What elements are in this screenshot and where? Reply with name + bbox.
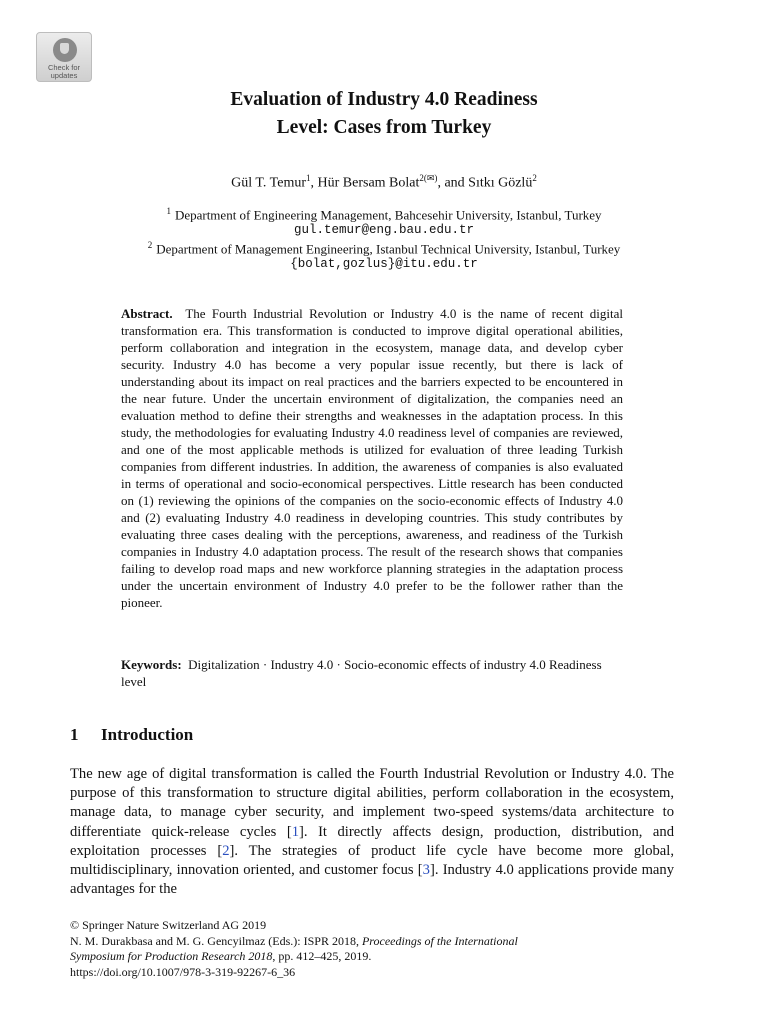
pages: , pp. 412–425, 2019.: [272, 949, 372, 963]
author-3-affil: 2: [532, 173, 537, 183]
title-line-2: Level: Cases from Turkey: [276, 117, 492, 138]
citation-link-2[interactable]: 2: [222, 842, 230, 859]
author-3: Sıtkı Gözlü: [468, 175, 533, 191]
intro-text-3: ]. The strategies of product life cycle have become more global, multidisciplinary, innovation oriented, and customer focus [: [70, 842, 674, 879]
affiliation-2: [0, 240, 768, 257]
footer: [70, 918, 518, 980]
affiliation-2-text: Department of Management Engineering, Istanbul Technical University, Istanbul, Turkey: [156, 241, 621, 257]
citation-link-3[interactable]: 3: [422, 862, 430, 879]
author-list: [0, 173, 768, 192]
proceedings-title-1: Proceedings of the International: [361, 933, 518, 948]
badge-line2: updates: [50, 71, 78, 80]
proceedings-title-2: Symposium for Production Research 2018: [70, 949, 273, 963]
keywords-label: Keywords:: [121, 657, 182, 672]
author-1-affil: 1: [306, 173, 311, 183]
intro-text-2: ]. It directly affects design, production, distribution, and exploitation processes [: [70, 823, 674, 859]
section-number: 1: [70, 725, 79, 744]
affiliation-1-num: 1: [166, 206, 171, 216]
section-title: Introduction: [101, 725, 194, 744]
intro-text-1: The new age of digital transformation is called the Fourth Industrial Revolution or Industry 4.0. The purpose of this transformation to structure digital abilities, perform collaboration in the ecosystem, manage data, to manage cyber security, and implement two-speed systems/data architecture to differentiate quick-release cycles [: [70, 766, 674, 840]
citation-line-2: [70, 949, 518, 965]
affiliation-1: [0, 206, 768, 223]
bookmark-icon: [53, 38, 77, 62]
author-and: , and: [437, 175, 469, 191]
author-sep: ,: [310, 175, 318, 191]
keywords: [121, 656, 623, 690]
copyright: © Springer Nature Switzerland AG 2019: [70, 918, 267, 932]
affiliation-1-email[interactable]: gul.temur@eng.bau.edu.tr: [293, 223, 475, 237]
paper-title: [0, 86, 768, 142]
intro-paragraph: [70, 765, 674, 899]
abstract-text: The Fourth Industrial Revolution or Industry 4.0 is the name of recent digital transformation era. This transformation is conducted to improve digital operational abilities, perform collaboration and integration in the ecosystem, manage data, and develop cyber security. Industry 4.0 has become a very popular issue recently, but there is lack of understanding about its impact on real practices and the barriers expected to be encountered in the near future. Under the uncertain environment of digitalization, the companies need an evaluation method to define their strengths and weaknesses in the adaptation process. In this study, the methodologies for evaluating Industry 4.0 readiness level of companies are reviewed, and one of the most applicable methods is utilized for evaluation of three leading Turkish companies from different industries. In addition, the awareness of companies is also evaluated in terms of operational and socio-economical perspectives. Little research has been conducted on (1) reviewing the opinions of the companies on the socio-economic effects of Industry 4.0 and (2) evaluating Industry 4.0 readiness in developing countries. This study contributes by evaluating three cases dealing with the perceptions, awareness, and readiness of the Turkish companies in Industry 4.0 adaptation process. The result of the research shows that companies failing to develop road maps and new workforce planning strategies in the adaptation process under the uncertain environment of Industry 4.0 prefer to be the follower rather than the pioneer.: [121, 306, 623, 610]
doi-link[interactable]: https://doi.org/10.1007/978-3-319-92267-6_36: [70, 964, 296, 979]
intro-text-4: ]. Industry 4.0 applications provide many advantages for the: [70, 862, 674, 898]
author-2-affil: 2(✉): [419, 173, 438, 183]
editors: N. M. Durakbasa and M. G. Gencyilmaz (Eds.): ISPR 2018,: [70, 933, 362, 948]
affiliation-1-text: Department of Engineering Management, Bahcesehir University, Istanbul, Turkey: [174, 207, 602, 223]
citation-line-1: [70, 934, 518, 950]
section-heading: [70, 725, 193, 745]
check-for-updates-badge[interactable]: [36, 32, 92, 82]
abstract: [121, 305, 623, 611]
title-line-1: Evaluation of Industry 4.0 Readiness: [230, 89, 538, 110]
affiliation-2-num: 2: [147, 240, 153, 250]
affiliation-2-email[interactable]: {bolat,gozlus}@itu.edu.tr: [290, 257, 478, 271]
author-2: Hür Bersam Bolat: [317, 175, 420, 191]
citation-link-1[interactable]: 1: [291, 823, 300, 840]
abstract-label: Abstract.: [121, 306, 173, 321]
keywords-text: Digitalization · Industry 4.0 · Socio-economic effects of industry 4.0 Readiness level: [121, 657, 602, 689]
badge-line1: Check for: [47, 63, 81, 72]
author-1: Gül T. Temur: [231, 175, 307, 191]
